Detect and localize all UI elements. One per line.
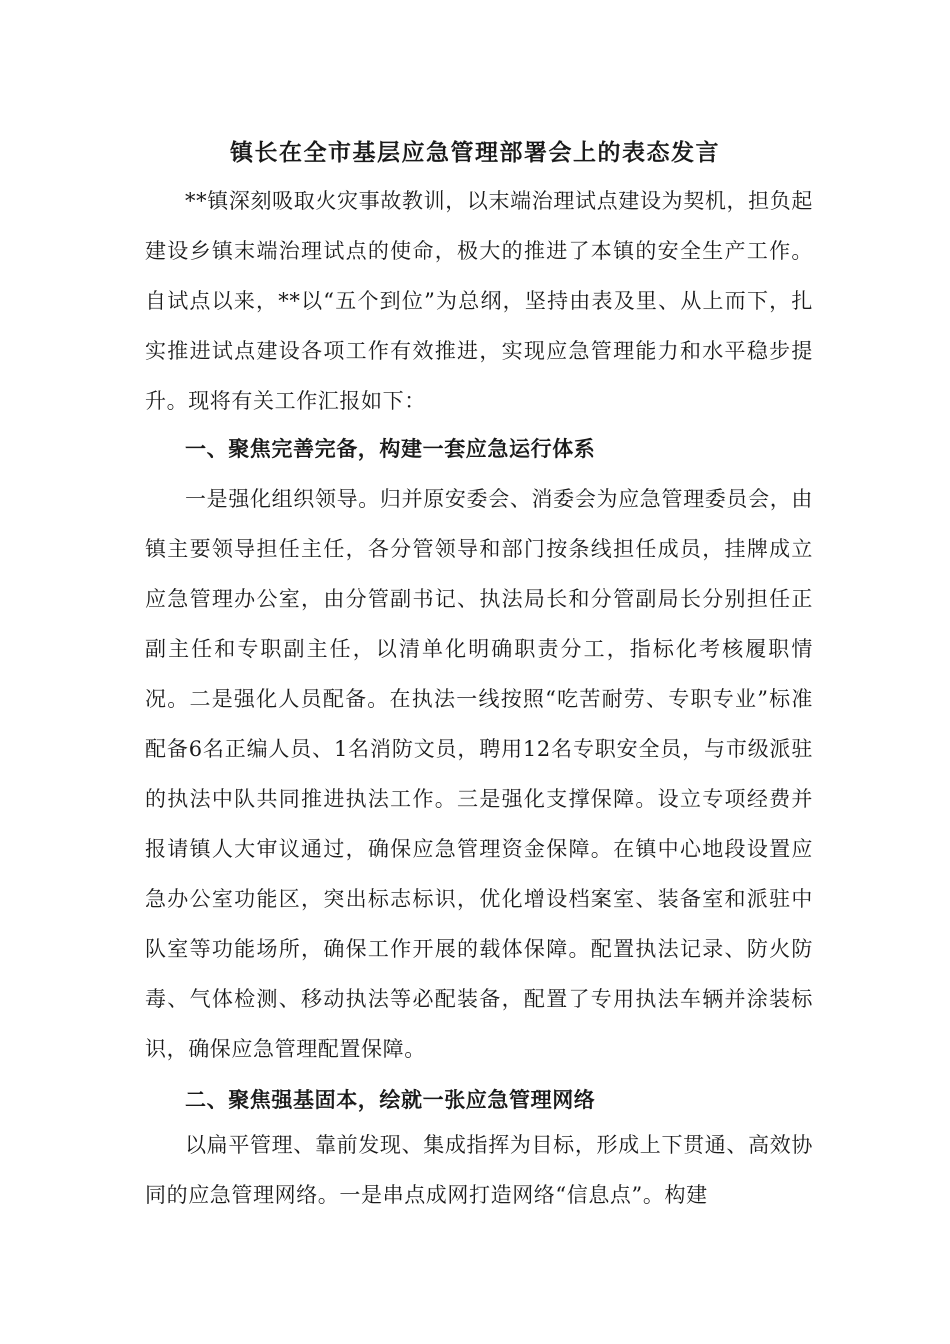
paragraph-intro: **镇深刻吸取火灾事故教训，以末端治理试点建设为契机，担负起建设乡镇末端治理试点的使命，极大的推进了本镇的安全生产工作。自试点以来，**以“五个到位”为总纲，坚持由表及里、从上而下，扎实推进试点建设各项工作有效推进，实现应急管理能力和水平稳步提升。现将有关工作汇报如下：: [145, 189, 813, 413]
section-heading-1: 一、聚焦完善完备，构建一套应急运行体系: [185, 436, 596, 461]
paragraph-section-1: 一是强化组织领导。归并原安委会、消委会为应急管理委员会，由镇主要领导担任主任，各分管领导和部门按条线担任成员，挂牌成立应急管理办公室，由分管副书记、执法局长和分管副局长分别担任正副主任和专职副主任，以清单化明确职责分工，指标化考核履职情况。二是强化人员配备。在执法一线按照“吃苦耐劳、专职专业”标准配备6名正编人员、1名消防文员，聘用12名专职安全员，与市级派驻的执法中队共同推进执法工作。三是强化支撑保障。设立专项经费并报请镇人大审议通过，确保应急管理资金保障。在镇中心地段设置应急办公室功能区，突出标志标识，优化增设档案室、装备室和派驻中队室等功能场所，确保工作开展的载体保障。配置执法记录、防火防毒、气体检测、移动执法等必配装备，配置了专用执法车辆并涂装标识，确保应急管理配置保障。: [145, 487, 813, 1061]
section-heading-2: 二、聚焦强基固本，绘就一张应急管理网络: [185, 1087, 596, 1112]
paragraph-section-2: 以扁平管理、靠前发现、集成指挥为目标，形成上下贯通、高效协同的应急管理网络。一是串点成网打造网络“信息点”。构建: [145, 1133, 813, 1207]
document-title: 镇长在全市基层应急管理部署会上的表态发言: [230, 139, 720, 166]
